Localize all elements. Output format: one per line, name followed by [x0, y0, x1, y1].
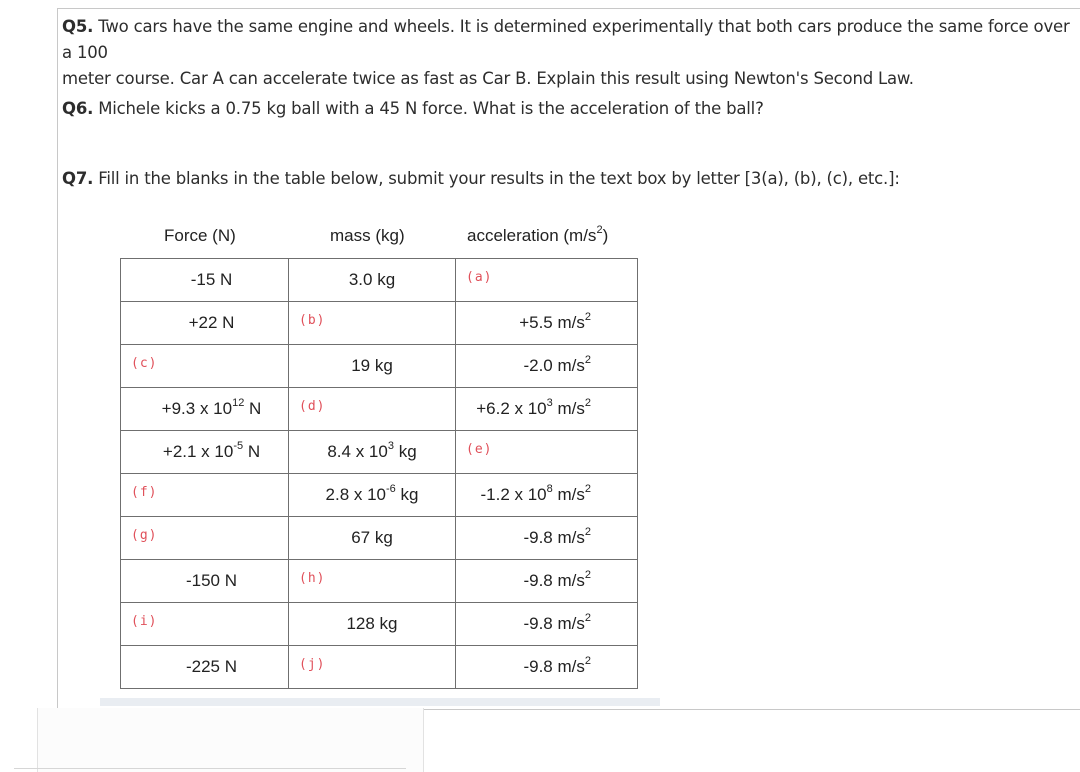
cell-accel: +6.2 x $10^3$ $m/s^2$: [456, 388, 638, 431]
table-row: [121, 603, 638, 646]
blank-label: (b): [299, 313, 326, 328]
data-table: [120, 258, 638, 689]
cell-accel: -9.8 $m/s^2$: [456, 646, 638, 689]
q5-text-line1: Two cars have the same engine and wheels. It is determined experimentally that both cars produce the same force over a 100: [62, 17, 1070, 62]
q7-text: Fill in the blanks in the table below, submit your results in the text box by letter [3(a), (b), (c), etc.]:: [93, 169, 900, 188]
cell-force: -15 N: [121, 259, 289, 302]
cell-mass-blank: [289, 646, 456, 689]
blank-label: (i): [131, 614, 158, 629]
cell-accel-blank: [456, 431, 638, 474]
cell-force: +9.3 x $10^{12}$ N: [121, 388, 289, 431]
cell-accel: -9.8 $m/s^2$: [456, 560, 638, 603]
cell-mass-blank: [289, 302, 456, 345]
cell-force-blank: [121, 603, 289, 646]
cell-mass: 3.0 kg: [289, 259, 456, 302]
cell-force-blank: [121, 517, 289, 560]
blank-label: (d): [299, 399, 326, 414]
cell-accel: -1.2 x $10^8$ $m/s^2$: [456, 474, 638, 517]
cell-force: +2.1 x $10^{-5}$ N: [121, 431, 289, 474]
cell-mass: 128 kg: [289, 603, 456, 646]
answer-box[interactable]: [37, 708, 424, 772]
blank-label: (h): [299, 571, 326, 586]
cell-accel: -2.0 $m/s^2$: [456, 345, 638, 388]
table-row: [121, 431, 638, 474]
cell-accel: -9.8 $m/s^2$: [456, 603, 638, 646]
divider: [14, 768, 406, 769]
cell-force: -150 N: [121, 560, 289, 603]
blank-label: (j): [299, 657, 326, 672]
cell-force-blank: [121, 345, 289, 388]
cell-mass: 19 kg: [289, 345, 456, 388]
table-row: [121, 646, 638, 689]
q7-number: Q7.: [62, 169, 94, 188]
header-mass: mass (kg): [330, 226, 405, 245]
cell-mass: 67 kg: [289, 517, 456, 560]
question-q5: [62, 14, 1080, 92]
table-row: [121, 474, 638, 517]
cell-mass: 8.4 x $10^3$ kg: [289, 431, 456, 474]
blank-label: (c): [131, 356, 158, 371]
table-row: [121, 302, 638, 345]
table-row: [121, 259, 638, 302]
q5-text-line2: meter course. Car A can accelerate twice as fast as Car B. Explain this result using Newton's Second Law.: [62, 69, 914, 88]
blank-label: (g): [131, 528, 158, 543]
cell-accel: -9.8 $m/s^2$: [456, 517, 638, 560]
blank-label: (e): [466, 442, 493, 457]
cell-accel-blank: [456, 259, 638, 302]
cell-force: +22 N: [121, 302, 289, 345]
question-q6: [62, 96, 764, 122]
question-q7: [62, 166, 900, 192]
cell-mass-blank: [289, 388, 456, 431]
cell-force: -225 N: [121, 646, 289, 689]
q6-text: Michele kicks a 0.75 kg ball with a 45 N force. What is the acceleration of the ball?: [93, 99, 764, 118]
blank-label: (a): [466, 270, 493, 285]
cell-accel: +5.5 $m/s^2$: [456, 302, 638, 345]
table-row: [121, 517, 638, 560]
cell-mass-blank: [289, 560, 456, 603]
cell-force-blank: [121, 474, 289, 517]
header-acceleration: acceleration $(m/s^2)$: [467, 224, 609, 245]
blank-label: (f): [131, 485, 158, 500]
table-row: [121, 388, 638, 431]
q6-number: Q6.: [62, 99, 94, 118]
cell-mass: 2.8 x $10^{-6}$ kg: [289, 474, 456, 517]
header-force: Force (N): [164, 226, 236, 245]
q5-number: Q5.: [62, 17, 94, 36]
table-row: [121, 345, 638, 388]
table-row: [121, 560, 638, 603]
scrollbar-track[interactable]: [100, 698, 660, 706]
